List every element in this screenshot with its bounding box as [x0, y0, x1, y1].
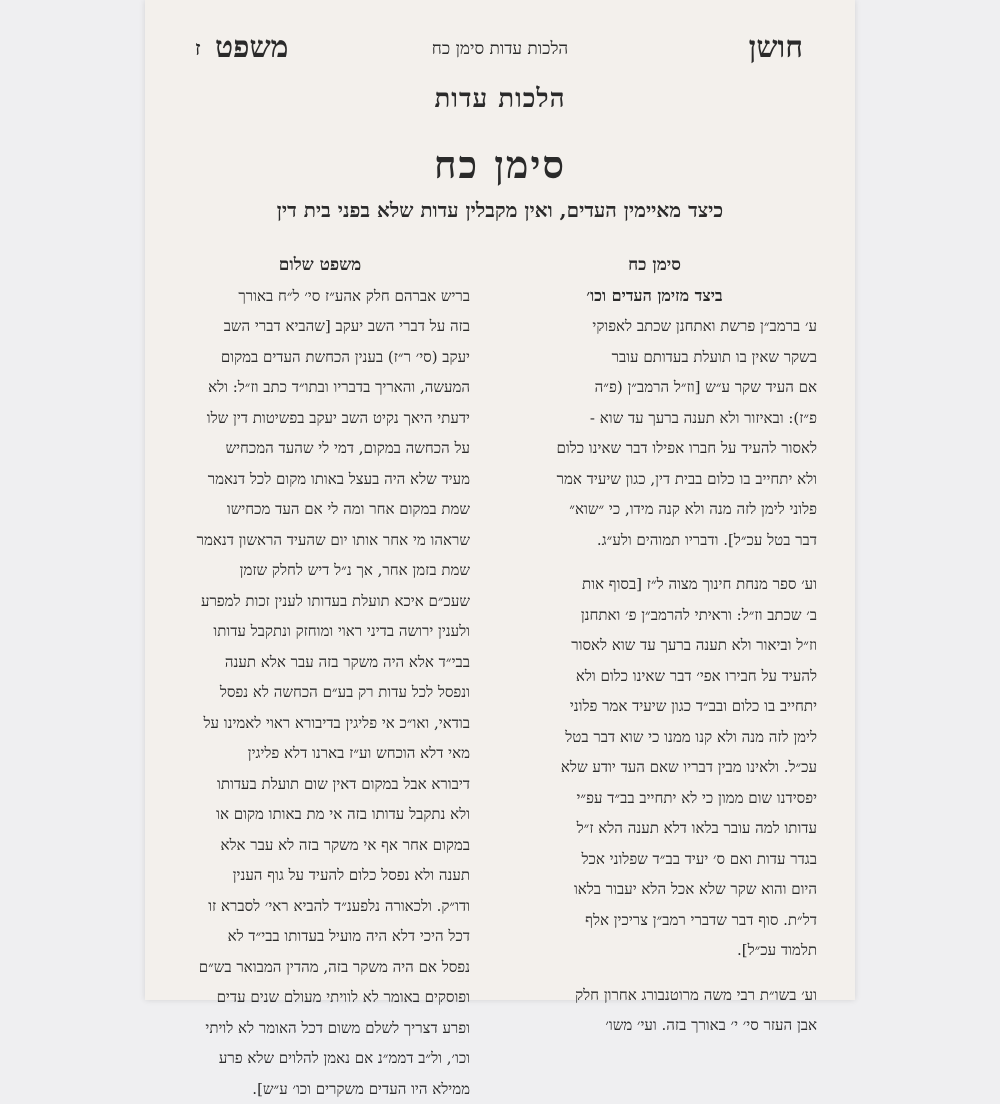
text-line: פ״ז): ובאיזור ולא תענה ברעך עד שוא - [492, 403, 817, 434]
left-column-heading: משפט שלום [170, 250, 470, 281]
text-line: ע׳ ברמב״ן פרשת ואתחנן שכתב לאפוקי [492, 311, 817, 342]
text-line: בזה על דברי השב יעקב [שהביא דברי השב [170, 311, 470, 342]
text-line: ידעתי היאך נקיט השב יעקב בפשיטות דין שלו [170, 403, 470, 434]
text-line: וע׳ בשו״ת רבי משה מרוטנבורג אחרון חלק [492, 980, 817, 1011]
text-line: שראהו מי אחר אותו יום שהעיד הראשון דנאמר [170, 525, 470, 556]
text-line: ולא יתחייב בו כלום בבית דין, כגון שיעיד אמר [492, 464, 817, 495]
text-line: וע׳ ספר מנחת חינוך מצוה ל״ז [בסוף אות [492, 569, 817, 600]
paragraph-gap [492, 555, 817, 569]
text-line: פלוני לימן לזה מנה ולא קנה מידו, כי ״שוא״ [492, 494, 817, 525]
text-line: עכ״ל. ולאינו מבין דבריו שאם העד יודע שלא [492, 752, 817, 783]
right-column-subheading: ביצד מזימן העדים וכו׳ [492, 281, 817, 312]
text-line: בבי״ד אלא היה משקר בזה עבר אלא תענה [170, 647, 470, 678]
text-line: דבר בטל עכ״ל]. ודבריו תמוהים ולע״ג. [492, 525, 817, 556]
text-line: ולענין ירושה בדיני ראוי ומוחזק ונתקבל עדותו [170, 616, 470, 647]
text-line: בריש אברהם חלק אהע״ז סי׳ ל״ח באורך [170, 281, 470, 312]
text-line: יעקב (סי׳ ר״ז) בענין הכחשת העדים במקום [170, 342, 470, 373]
text-line: ודו״ק. ולכאורה נלפענ״ד להביא ראי׳ לסברא זו [170, 891, 470, 922]
text-line: תענה ולא נפסל כלום להעיד על גוף הענין [170, 860, 470, 891]
paragraph-gap [492, 966, 817, 980]
siman-title: סימן כח [145, 142, 855, 188]
text-line: ופוסקים באומר לא לוויתי מעולם שנים עדים [170, 982, 470, 1013]
text-line: שעכ״ם איכא תועלת בעדותו לענין זכות למפרע [170, 586, 470, 617]
text-line: דכל היכי דלא היה מועיל בעדותו בבי״ד לא [170, 921, 470, 952]
text-line: ונפסל לכל עדות רק בע״ם הכחשה לא נפסל [170, 677, 470, 708]
running-header [197, 30, 803, 74]
header-left-group [215, 30, 288, 65]
text-line: דל״ת. סוף דבר שדברי רמב״ן צריכין אלף [492, 905, 817, 936]
text-line: שמת במקום אחר ומה לי אם העד מכחישו [170, 494, 470, 525]
text-line: היום והוא שקר שלא אכל הלא יעבור בלאו [492, 874, 817, 905]
text-line: עדותו למה עובר בלאו דלא תענה הלא ז״ל [492, 813, 817, 844]
text-line: לאסור להעיד על חברו אפילו דבר שאינו כלום [492, 433, 817, 464]
text-line: אם העיד שקר ע״ש [וז״ל הרמב״ן (פ״ה [492, 372, 817, 403]
text-line: שמת בזמן אחר, אך נ״ל דיש לחלק שזמן [170, 555, 470, 586]
text-line: לימן לזה מנה ולא קנו ממנו כי שוא דבר בטל [492, 722, 817, 753]
header-center-title: הלכות עדות סימן כח [197, 39, 803, 59]
text-line: דיבורא אבל במקום דאין שום תועלת בעדותו [170, 769, 470, 800]
left-column [170, 250, 470, 1104]
siman-subtitle: כיצד מאיימין העדים, ואין מקבלין עדות שלא בפני בית דין [175, 198, 825, 223]
text-line: יפסידנו שום ממון כי לא יתחייב בב״ד עפ״י [492, 783, 817, 814]
text-line: בודאי, ואו״כ אי פליגין בדיבורא ראוי לאמינו על [170, 708, 470, 739]
text-line: במקום אחר אף אי משקר בזה לא עבר אלא [170, 830, 470, 861]
right-column [492, 250, 817, 1041]
text-line: בשקר שאין בו תועלת בעדותם עובר [492, 342, 817, 373]
text-line: להעיד על חבירו אפי׳ דבר שאינו כלום ולא [492, 661, 817, 692]
book-page [145, 0, 855, 1000]
text-line: תלמוד עכ״ל]. [492, 935, 817, 966]
text-line: יתחייב בו כלום ובב״ד כגון שיעיד אמר פלוני [492, 691, 817, 722]
header-left-word: משפט [215, 30, 288, 65]
page-number: ז [195, 36, 201, 61]
text-line: על הכחשה במקום, דמי לי שהעד המכחיש [170, 433, 470, 464]
text-line: מעיד שלא היה בעצל באותו מקום לכל דנאמר [170, 464, 470, 495]
section-title: הלכות עדות [145, 84, 855, 114]
text-line: וכו׳, ול״ב דממ״נ אם נאמן להלוים שלא פרע [170, 1043, 470, 1074]
text-line: ב׳ שכתב וז״ל: וראיתי להרמב״ן פ׳ ואתחנן [492, 600, 817, 631]
text-line: ופרע דצריך לשלם משום דכל האומר לא לויתי [170, 1013, 470, 1044]
text-line: וז״ל וביאור ולא תענה ברעך עד שוא לאסור [492, 630, 817, 661]
text-line: מאי דלא הוכחש וע״ז בארנו דלא פליגין [170, 738, 470, 769]
text-line: בגדר עדות ואם ס׳ יעיד בב״ד שפלוני אכל [492, 844, 817, 875]
text-line: ולא נתקבל עדותו בזה אי מת באותו מקום או [170, 799, 470, 830]
header-right-word: חושן [749, 30, 803, 65]
right-column-heading: סימן כח [492, 250, 817, 281]
text-line: אבן העזר סי׳ י׳ באורך בזה. ועי׳ משו׳ [492, 1010, 817, 1041]
text-line: ממילא היו העדים משקרים וכו׳ ע״ש]. [170, 1074, 470, 1104]
text-line: נפסל אם היה משקר בזה, מהדין המבואר בש״ם [170, 952, 470, 983]
text-line: המעשה, והאריך בדבריו ובתו״ד כתב וז״ל: ולא [170, 372, 470, 403]
